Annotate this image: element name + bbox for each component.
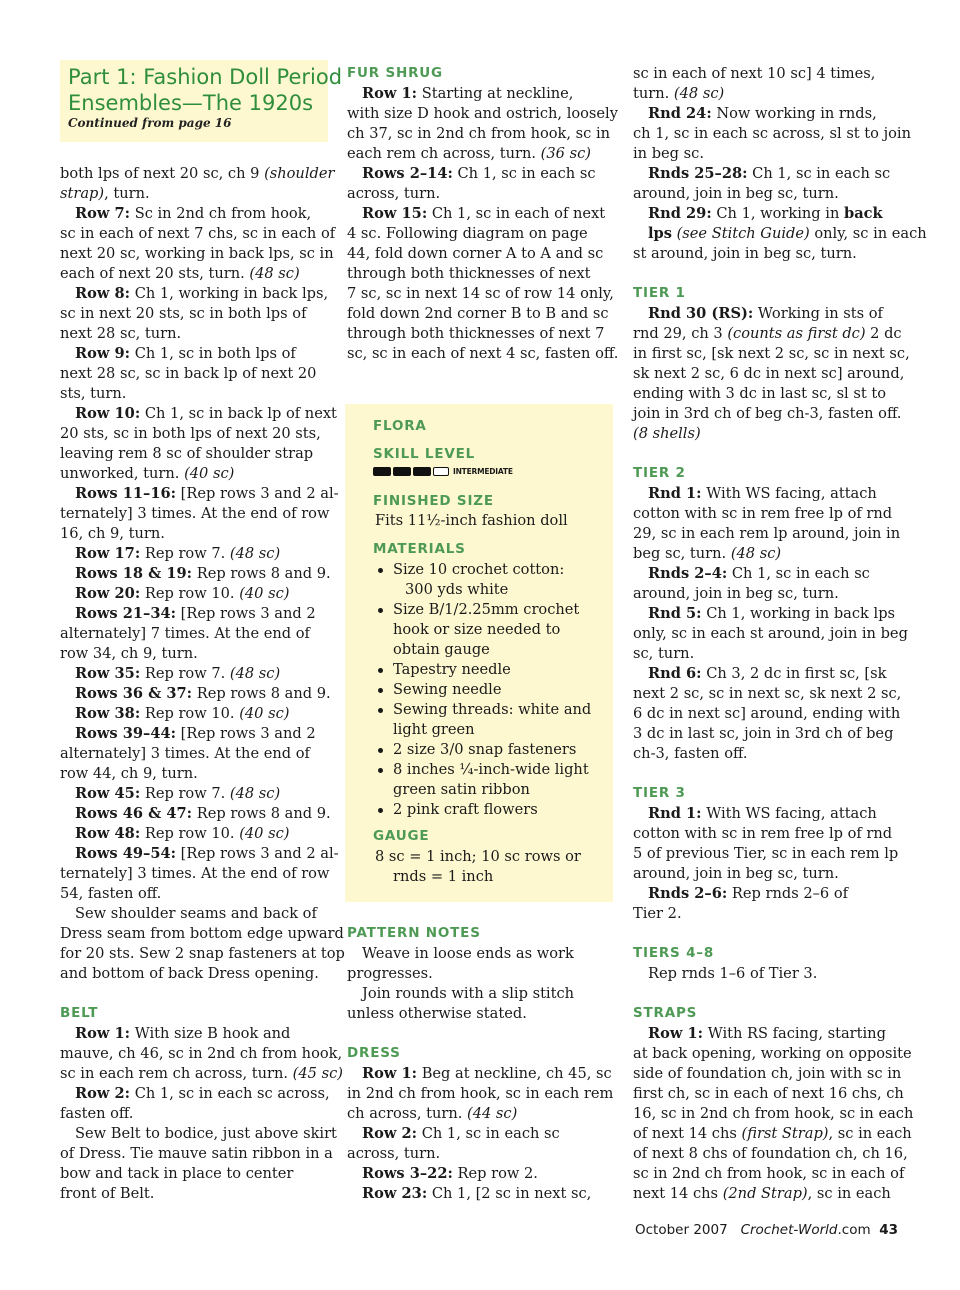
text-line: progresses. [347, 965, 433, 982]
text-line: sts, turn. [60, 385, 127, 402]
skill-level-heading: SKILL LEVEL [373, 446, 476, 462]
text-line: both lps of next 20 sc, ch 9 (shoulder [60, 165, 335, 182]
text-line: Row 8: Ch 1, working in back lps, [75, 285, 329, 302]
text-line: 4 sc. Following diagram on page [347, 225, 588, 242]
text-line: row 34, ch 9, turn. [60, 645, 198, 662]
text-line: ch-3, fasten off. [633, 745, 748, 762]
text-line: join in 3rd ch of beg ch-3, fasten off. [633, 405, 902, 422]
text-line: Sew shoulder seams and back of [75, 905, 317, 922]
text-line: Row 10: Ch 1, sc in back lp of next [75, 405, 337, 422]
text-line: Row 1: Beg at neckline, ch 45, sc [362, 1065, 612, 1082]
text-line: each of next 20 sts, turn. (48 sc) [60, 265, 300, 282]
text-line: Rnds 25–28: Ch 1, sc in each sc [648, 165, 891, 182]
text-line: st around, join in beg sc, turn. [633, 245, 857, 262]
text-line: (8 shells) [633, 425, 701, 442]
text-line: for 20 sts. Sew 2 snap fasteners at top [60, 945, 345, 962]
dress-heading: DRESS [347, 1045, 401, 1061]
text-line: Weave in loose ends as work [362, 945, 574, 962]
text-line: Rnd 24: Now working in rnds, [648, 105, 877, 122]
text-line: Rows 2–14: Ch 1, sc in each sc [362, 165, 596, 182]
text-line: each rem ch across, turn. (36 sc) [347, 145, 591, 162]
bullet-icon [378, 808, 383, 813]
finished-size-heading: FINISHED SIZE [373, 493, 494, 509]
flora-heading: FLORA [373, 418, 427, 434]
pattern-notes-heading: PATTERN NOTES [347, 925, 481, 941]
text-line: 16, sc in 2nd ch from hook, sc in each [633, 1105, 914, 1122]
text-line: Rnd 30 (RS): Working in sts of [648, 305, 883, 322]
text-line: ternately] 3 times. At the end of row [60, 865, 330, 882]
flora-box [345, 404, 613, 902]
gauge-line-1: 8 sc = 1 inch; 10 sc rows or [375, 848, 581, 865]
text-line: Row 1: Starting at neckline, [362, 85, 574, 102]
text-line: lps (see Stitch Guide) only, sc in each [648, 225, 927, 242]
belt-heading: BELT [60, 1005, 99, 1021]
text-line: with size D hook and ostrich, loosely [347, 105, 618, 122]
bullet-icon [378, 688, 383, 693]
text-line: strap), turn. [60, 185, 150, 202]
text-line: Rep rnds 1–6 of Tier 3. [648, 965, 818, 982]
finished-size-text: Fits 11½-inch fashion doll [375, 512, 568, 529]
text-line: of next 8 chs of foundation ch, ch 16, [633, 1145, 908, 1162]
text-line: unworked, turn. (40 sc) [60, 465, 235, 482]
text-line: turn. (48 sc) [633, 85, 725, 102]
material-item: Size B/1/2.25mm crochet [393, 601, 580, 618]
text-line: first ch, sc in each of next 16 chs, ch [633, 1085, 904, 1102]
gauge-heading: GAUGE [373, 828, 430, 844]
text-line: bow and tack in place to center [60, 1165, 294, 1182]
page-footer [635, 1222, 898, 1238]
text-line: Rnd 1: With WS facing, attach [648, 485, 877, 502]
tier3-heading: TIER 3 [633, 785, 686, 801]
material-item: 2 size 3/0 snap fasteners [393, 741, 577, 758]
text-line: sc, sc in each of next 4 sc, fasten off. [347, 345, 619, 362]
text-line: Join rounds with a slip stitch [362, 985, 575, 1002]
title-box [60, 60, 343, 142]
text-line: Row 23: Ch 1, [2 sc in next sc, [362, 1185, 592, 1202]
text-line: Dress seam from bottom edge upward [60, 925, 344, 942]
tier2-heading: TIER 2 [633, 465, 686, 481]
text-line: Rows 36 & 37: Rep rows 8 and 9. [75, 685, 331, 702]
text-line: ending with 3 dc in last sc, sl st to [633, 385, 887, 402]
text-line: Tier 2. [633, 905, 682, 922]
text-line: only, sc in each st around, join in beg [633, 625, 908, 642]
text-line: around, join in beg sc, turn. [633, 185, 839, 202]
text-line: ch 1, sc in each sc across, sl st to join [633, 125, 911, 142]
text-line: sc in each of next 10 sc] 4 times, [633, 65, 876, 82]
text-line: and bottom of back Dress opening. [60, 965, 319, 982]
text-line: 44, fold down corner A to A and sc [347, 245, 604, 262]
text-line: Rnds 2–6: Rep rnds 2–6 of [648, 885, 849, 902]
skill-seg-3 [413, 467, 431, 476]
text-line: 16, ch 9, turn. [60, 525, 165, 542]
text-line: Row 9: Ch 1, sc in both lps of [75, 345, 296, 362]
text-line: Rows 3–22: Rep row 2. [362, 1165, 538, 1182]
text-line: side of foundation ch, join with sc in [633, 1065, 902, 1082]
text-line: 29, sc in each rem lp around, join in [633, 525, 901, 542]
text-line: Row 15: Ch 1, sc in each of next [362, 205, 606, 222]
material-item: Size 10 crochet cotton: [393, 561, 565, 578]
text-line: Rows 46 & 47: Rep rows 8 and 9. [75, 805, 331, 822]
bullet-icon [378, 668, 383, 673]
text-line: ch 37, sc in 2nd ch from hook, sc in [347, 125, 611, 142]
text-line: 7 sc, sc in next 14 sc of row 14 only, [347, 285, 614, 302]
text-line: ternately] 3 times. At the end of row [60, 505, 330, 522]
text-line: 5 of previous Tier, sc in each rem lp [633, 845, 899, 862]
text-line: mauve, ch 46, sc in 2nd ch from hook, [60, 1045, 343, 1062]
straps-heading: STRAPS [633, 1005, 698, 1021]
skill-level-indicator [373, 467, 513, 476]
text-line: Row 17: Rep row 7. (48 sc) [75, 545, 281, 562]
text-line: next 28 sc, sc in back lp of next 20 [60, 365, 317, 382]
text-line: cotton with sc in rem free lp of rnd [633, 825, 893, 842]
text-line: ch across, turn. (44 sc) [347, 1105, 518, 1122]
text-line: 54, fasten off. [60, 885, 162, 902]
gauge-line-2: rnds = 1 inch [393, 868, 494, 885]
text-line: around, join in beg sc, turn. [633, 585, 839, 602]
text-line: fasten off. [60, 1105, 134, 1122]
text-line: Row 2: Ch 1, sc in each sc [362, 1125, 560, 1142]
text-line: sk next 2 sc, 6 dc in next sc] around, [633, 365, 905, 382]
page-number: 43 [879, 1222, 899, 1238]
text-line: sc in next 20 sts, sc in both lps of [60, 305, 307, 322]
text-line: fold down 2nd corner B to B and sc [347, 305, 609, 322]
text-line: Rnds 2–4: Ch 1, sc in each sc [648, 565, 870, 582]
text-line: of next 14 chs (first Strap), sc in each [633, 1125, 912, 1142]
text-line: next 2 sc, sc in next sc, sk next 2 sc, [633, 685, 902, 702]
material-item: Sewing threads: white and [393, 701, 592, 718]
text-line: Rnd 5: Ch 1, working in back lps [648, 605, 896, 622]
text-line: Rows 11–16: [Rep rows 3 and 2 al- [75, 485, 339, 502]
text-line: Row 48: Rep row 10. (40 sc) [75, 825, 290, 842]
text-line: Sew Belt to bodice, just above skirt [75, 1125, 337, 1142]
text-line: through both thicknesses of next [347, 265, 591, 282]
text-line: through both thicknesses of next 7 [347, 325, 605, 342]
bullet-icon [378, 708, 383, 713]
text-line: Rows 18 & 19: Rep rows 8 and 9. [75, 565, 331, 582]
text-line: rnd 29, ch 3 (counts as first dc) 2 dc [633, 325, 902, 342]
text-line: Row 1: With size B hook and [75, 1025, 291, 1042]
page-title: Part 1: Fashion Doll Period Ensembles—The 1920s [68, 65, 343, 115]
text-line: Rows 21–34: [Rep rows 3 and 2 [75, 605, 316, 622]
text-line: Rnd 1: With WS facing, attach [648, 805, 877, 822]
text-line: next 20 sc, working in back lps, sc in [60, 245, 334, 262]
text-line: next 14 chs (2nd Strap), sc in each [633, 1185, 891, 1202]
text-line: in beg sc. [633, 145, 704, 162]
material-item: 8 inches ¼-inch-wide light [393, 761, 589, 778]
skill-seg-4 [433, 467, 449, 476]
text-line: Row 20: Rep row 10. (40 sc) [75, 585, 290, 602]
text-line: Rows 39–44: [Rep rows 3 and 2 [75, 725, 316, 742]
material-item: obtain gauge [393, 641, 490, 658]
skill-seg-1 [373, 467, 391, 476]
text-line: Row 35: Rep row 7. (48 sc) [75, 665, 281, 682]
text-line: cotton with sc in rem free lp of rnd [633, 505, 893, 522]
tier1-heading: TIER 1 [633, 285, 686, 301]
text-line: around, join in beg sc, turn. [633, 865, 839, 882]
text-line: Row 1: With RS facing, starting [648, 1025, 886, 1042]
text-line: leaving rem 8 sc of shoulder strap [60, 445, 314, 462]
text-line: Row 7: Sc in 2nd ch from hook, [75, 205, 312, 222]
text-line: sc in 2nd ch from hook, sc in each of [633, 1165, 905, 1182]
material-item: Tapestry needle [393, 661, 511, 678]
text-line: beg sc, turn. (48 sc) [633, 545, 782, 562]
text-line: alternately] 3 times. At the end of [60, 745, 310, 762]
bullet-icon [378, 748, 383, 753]
text-line: Row 45: Rep row 7. (48 sc) [75, 785, 281, 802]
text-line: in first sc, [sk next 2 sc, sc in next sc, [633, 345, 910, 362]
text-line: sc in each of next 7 chs, sc in each of [60, 225, 336, 242]
text-line: sc, turn. [633, 645, 695, 662]
text-line: Rows 49–54: [Rep rows 3 and 2 al- [75, 845, 339, 862]
material-item: 300 yds white [405, 581, 509, 598]
fur-shrug-heading: FUR SHRUG [347, 65, 443, 81]
skill-seg-2 [393, 467, 411, 476]
text-line: Rnd 6: Ch 3, 2 dc in first sc, [sk [648, 665, 887, 682]
footer-site: Crochet-World.com [740, 1222, 871, 1238]
text-line: front of Belt. [60, 1185, 155, 1202]
skill-level-label: INTERMEDIATE [453, 467, 513, 476]
text-line: row 44, ch 9, turn. [60, 765, 198, 782]
text-line: 6 dc in next sc] around, ending with [633, 705, 901, 722]
text-line: 20 sts, sc in both lps of next 20 sts, [60, 425, 321, 442]
material-item: 2 pink craft flowers [393, 801, 538, 818]
text-line: in 2nd ch from hook, sc in each rem [347, 1085, 614, 1102]
material-item: Sewing needle [393, 681, 502, 698]
tiers-4-8-heading: TIERS 4–8 [633, 945, 715, 961]
materials-heading: MATERIALS [373, 541, 466, 557]
text-line: alternately] 7 times. At the end of [60, 625, 310, 642]
bullet-icon [378, 608, 383, 613]
text-line: across, turn. [347, 1145, 441, 1162]
text-line: across, turn. [347, 185, 441, 202]
bullet-icon [378, 568, 383, 573]
text-line: 3 dc in last sc, join in 3rd ch of beg [633, 725, 894, 742]
text-line: Row 2: Ch 1, sc in each sc across, [75, 1085, 330, 1102]
text-line: sc in each rem ch across, turn. (45 sc) [60, 1065, 343, 1082]
continued-note: Continued from page 16 [68, 116, 232, 130]
text-line: at back opening, working on opposite [633, 1045, 912, 1062]
material-item: green satin ribbon [393, 781, 530, 798]
text-line: of Dress. Tie mauve satin ribbon in a [60, 1145, 333, 1162]
text-line: Rnd 29: Ch 1, working in back [648, 205, 883, 222]
text-line: Row 38: Rep row 10. (40 sc) [75, 705, 290, 722]
text-line: unless otherwise stated. [347, 1005, 527, 1022]
material-item: hook or size needed to [393, 621, 561, 638]
material-item: light green [393, 721, 475, 738]
footer-date: October 2007 [635, 1222, 728, 1238]
text-line: next 28 sc, turn. [60, 325, 182, 342]
bullet-icon [378, 768, 383, 773]
